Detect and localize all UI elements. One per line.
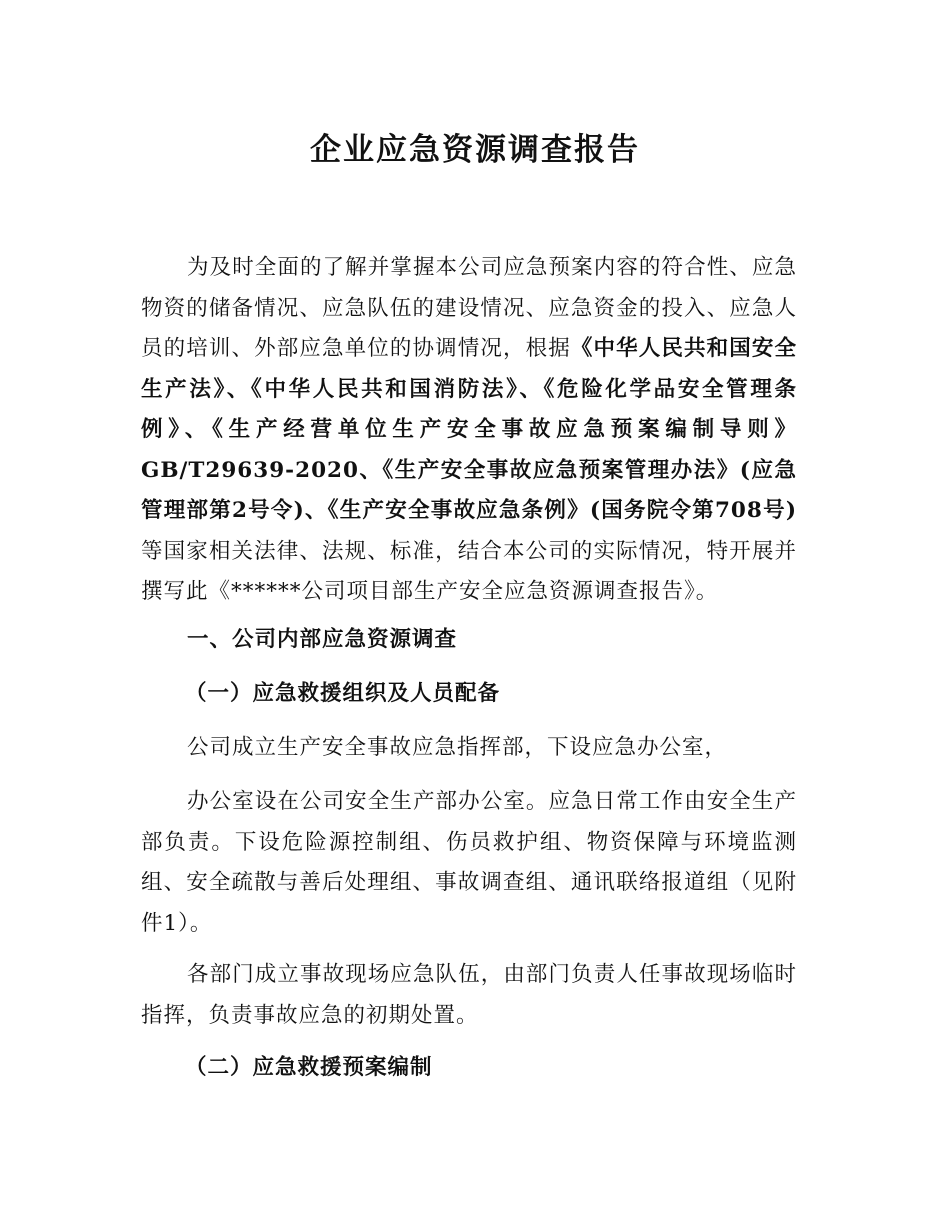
intro-text-lead: 为及时全面的了解并掌握本公司应急预案内容的符合性、应急物资的储备情况、应急队伍的建设情况、应急资金的投入、应急人员的培训、外部应急单位的协调情况，根据	[141, 255, 797, 361]
intro-text-tail: 等国家相关法律、法规、标准，结合本公司的实际情况，特开展并撰写此《******公司项目部生产安全应急资源调查报告》。	[141, 538, 797, 604]
section-heading-internal-resources: 一、公司内部应急资源调查	[187, 627, 458, 652]
paragraph-command-center: 公司成立生产安全事故应急指挥部，下设应急办公室，	[187, 735, 728, 760]
paragraph-office-duties: 办公室设在公司安全生产部办公室。应急日常工作由安全生产部负责。下设危险源控制组、伤员救护组、物资保障与环境监测组、安全疏散与善后处理组、事故调查组、通讯联络报道组（见附件1）。	[141, 789, 797, 936]
subsection-heading-organization: （一）应急救援组织及人员配备	[185, 681, 501, 706]
intro-paragraph	[141, 248, 797, 613]
document-title: 企业应急资源调查报告	[310, 132, 640, 168]
intro-regulations-list: 《中华人民共和国安全生产法》、《中华人民共和国消防法》、《危险化学品安全管理条例》、《生产经营单位生产安全事故应急预案编制导则》GB/T29639-2020、《生产安全事故应急预案管理办法》(应急管理部第2号令)、《生产安全事故应急条例》(国务院令第708号)	[141, 336, 797, 523]
paragraph-department-teams: 各部门成立事故现场应急队伍，由部门负责人任事故现场临时指挥，负责事故应急的初期处置。	[141, 962, 797, 1028]
subsection-heading-plan-compilation: （二）应急救援预案编制	[185, 1055, 433, 1080]
